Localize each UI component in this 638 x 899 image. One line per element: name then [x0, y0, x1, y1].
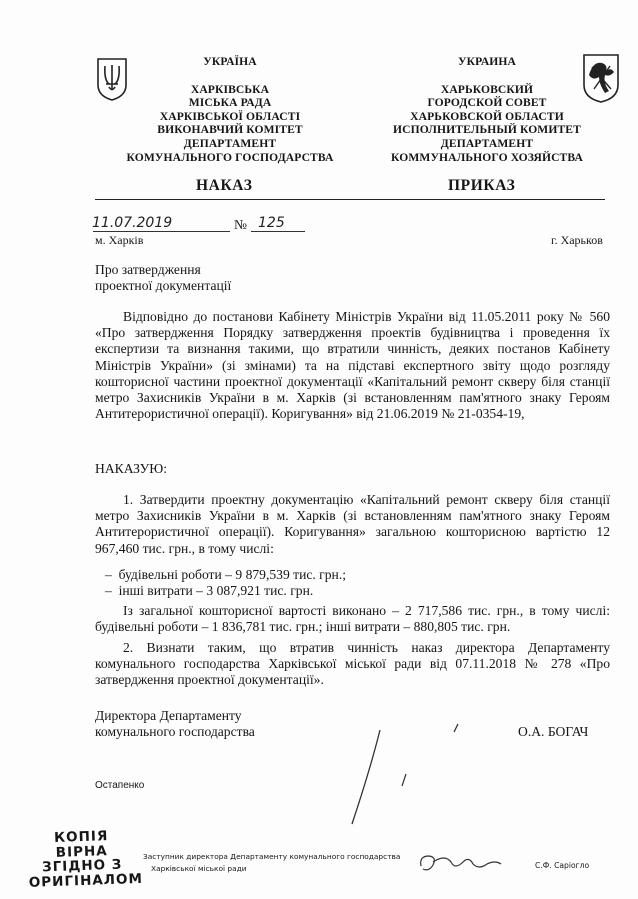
list-item-text: будівельні роботи – 9 879,539 тис. грн.;: [118, 567, 347, 582]
header-right-line: ДЕПАРТАМЕНТ: [440, 136, 534, 150]
signatory-name: О.А. БОГАЧ: [518, 724, 589, 739]
certifier-position: [143, 851, 400, 874]
doc-type-ua: НАКАЗ: [196, 177, 253, 194]
order-word: НАКАЗУЮ:: [95, 461, 168, 476]
country-name-ru: УКРАИНА: [458, 55, 516, 68]
list-item-text: інші витрати – 3 087,921 тис. грн.: [118, 583, 314, 599]
header-left-line: МІСЬКА РАДА: [188, 96, 272, 110]
certifier-signature: [415, 848, 515, 876]
certifier-position-line: Харківської міської ради: [151, 863, 247, 873]
stamp-line: КОПІЯ ВІРНА: [53, 828, 109, 861]
header-right: [372, 55, 602, 164]
stamp-line: ЗГІДНО З: [41, 856, 123, 876]
cost-breakdown-list: [105, 567, 610, 599]
doc-type-ru: ПРИКАЗ: [448, 177, 516, 194]
order-item-2: 2. Визнати таким, що втратив чинність наказ директора Департаменту комунального господарства Харківської міської ради від 07.11.2018 № 278 «Про затвердження проектної документації».: [95, 640, 610, 688]
header-right-line: ХАРЬКОВСКИЙ: [440, 82, 534, 96]
signatory-title: [95, 708, 255, 740]
order-date: 11.07.2019: [92, 215, 173, 231]
header-right-line: ИСПОЛНИТЕЛЬНЫЙ КОМИТЕТ: [393, 123, 581, 137]
header-divider: [95, 199, 605, 200]
list-dash: –: [105, 583, 119, 599]
stamp-line: ОРИГІНАЛОМ: [28, 870, 144, 891]
subject-line: проектної документації: [95, 278, 232, 294]
certifier-name: С.Ф. Саріогло: [535, 861, 590, 870]
list-item: [105, 583, 610, 599]
header-left: [115, 55, 345, 164]
certifier-position-line: Заступник директора Департаменту комунального господарства: [143, 852, 401, 861]
certified-copy-stamp: [27, 828, 144, 891]
order-number: 125: [258, 215, 285, 231]
list-dash: –: [105, 567, 119, 582]
preamble-paragraph: Відповідно до постанови Кабінету Міністрів України від 11.05.2011 року № 560 «Про затвердження Порядку затвердження проектів будівництва і проведення їх експертизи та визнання такими, що втратили чинність, деяких постанов Кабінету Міністрів України» (зі змінами) та на підставі експертного звіту щодо розгляду кошторисної частини проектної документації «Капітальний ремонт скверу біля станції метро Захисників України в м. Харків (зі встановленням пам'ятного знаку Героям Антитерористичної операції). Коригування» від 21.06.2019 № 21-0354-19,: [95, 309, 610, 422]
header-left-line: КОМУНАЛЬНОГО ГОСПОДАРСТВА: [126, 150, 334, 164]
header-left-line: ВИКОНАВЧИЙ КОМІТЕТ: [157, 123, 303, 137]
header-left-line: ХАРКІВСЬКА: [190, 82, 270, 96]
header-left-line: ХАРКІВСЬКОЇ ОБЛАСТІ: [159, 109, 301, 123]
header-right-line: ГОРОДСКОЙ СОВЕТ: [427, 96, 547, 110]
signatory-title-line: Директора Департаменту: [95, 708, 242, 723]
order-item-1: 1. Затвердити проектну документацію «Капітальний ремонт скверу біля станції метро Захисників України в м. Харків (зі встановленням пам'ятного знаку Героям Антитерористичної операції). Коригування» загальною кошторисною вартістю 12 967,460 тис. грн., в тому числі:: [95, 492, 610, 556]
header-right-line: КОММУНАЛЬНОГО ХОЗЯЙСТВА: [391, 150, 583, 164]
author-name: Остапенко: [95, 780, 145, 791]
header-right-line: ХАРЬКОВСКОЙ ОБЛАСТИ: [410, 109, 564, 123]
header-left-line: ДЕПАРТАМЕНТ: [183, 136, 277, 150]
signatory-title-line: комунального господарства: [95, 724, 255, 740]
subject-line: Про затвердження: [95, 262, 201, 277]
number-underline: [251, 231, 305, 232]
city-ua: м. Харків: [95, 233, 144, 247]
order-subject: [95, 262, 231, 294]
director-signature: [340, 720, 460, 830]
list-item: [105, 567, 610, 583]
city-ru: г. Харьков: [551, 233, 603, 247]
country-name-ua: УКРАЇНА: [203, 55, 257, 68]
completed-cost-note: Із загальної кошторисної вартості виконано – 2 717,586 тис. грн., в тому числі: будівельні роботи – 1 836,781 тис. грн.; інші витрати – 880,805 тис. грн.: [95, 603, 610, 635]
number-sign: №: [234, 217, 247, 232]
